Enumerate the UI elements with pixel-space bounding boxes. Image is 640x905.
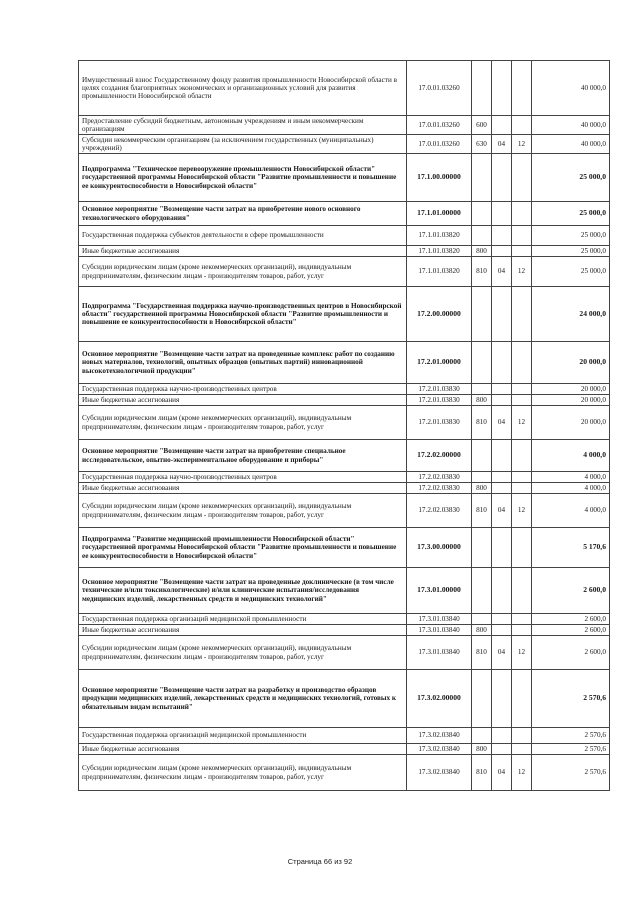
row-rz-cell: 04 <box>492 406 512 440</box>
row-code-cell: 17.2.01.03830 <box>407 406 472 440</box>
row-pr-cell <box>512 528 532 568</box>
row-name-cell: Иные бюджетные ассигнования <box>79 395 407 406</box>
table-row <box>79 342 610 384</box>
row-amount-cell: 24 000,0 <box>532 287 610 342</box>
row-amount-cell: 20 000,0 <box>532 342 610 384</box>
row-pr-cell <box>512 202 532 226</box>
row-pr-cell: 12 <box>512 755 532 791</box>
row-name-cell: Субсидии юридическим лицам (кроме некоммерческих организаций), индивидуальным предпринимателям, физическим лицам - производителям товаров, работ, услуг <box>79 406 407 440</box>
row-rz-cell <box>492 395 512 406</box>
row-name-cell: Государственная поддержка научно-производственных центров <box>79 384 407 395</box>
row-vr-cell: 800 <box>472 625 492 636</box>
row-code-cell: 17.2.02.00000 <box>407 440 472 472</box>
table-row <box>79 257 610 287</box>
table-row <box>79 483 610 494</box>
table-row <box>79 384 610 395</box>
table-row <box>79 202 610 226</box>
row-name-cell: Основное мероприятие "Возмещение части затрат на проведенные комплекс работ по созданию новых материалов, технологий, опытных образцов (опытных партий) инновационной высокотехнологичной продукции" <box>79 342 407 384</box>
row-name-cell: Иные бюджетные ассигнования <box>79 483 407 494</box>
row-name-cell: Субсидии юридическим лицам (кроме некоммерческих организаций), индивидуальным предпринимателям, физическим лицам - производителям товаров, работ, услуг <box>79 755 407 791</box>
row-vr-cell <box>472 728 492 744</box>
row-amount-cell: 2 570,6 <box>532 670 610 728</box>
row-amount-cell: 25 000,0 <box>532 202 610 226</box>
row-vr-cell: 800 <box>472 744 492 755</box>
row-amount-cell: 40 000,0 <box>532 116 610 135</box>
row-name-cell: Государственная поддержка организаций медицинской промышленности <box>79 728 407 744</box>
row-vr-cell: 810 <box>472 755 492 791</box>
row-pr-cell <box>512 440 532 472</box>
budget-table <box>78 60 610 791</box>
row-rz-cell <box>492 614 512 625</box>
row-code-cell: 17.3.02.03840 <box>407 744 472 755</box>
row-amount-cell: 2 600,0 <box>532 625 610 636</box>
row-pr-cell <box>512 614 532 625</box>
row-amount-cell: 20 000,0 <box>532 406 610 440</box>
row-code-cell: 17.2.02.03830 <box>407 494 472 528</box>
row-name-cell: Предоставление субсидий бюджетным, автономным учреждениям и иным некоммерческим организациям <box>79 116 407 135</box>
row-pr-cell <box>512 483 532 494</box>
row-vr-cell <box>472 670 492 728</box>
row-pr-cell <box>512 61 532 116</box>
row-code-cell: 17.3.02.03840 <box>407 728 472 744</box>
row-pr-cell <box>512 246 532 257</box>
row-rz-cell: 04 <box>492 135 512 154</box>
row-name-cell: Государственная поддержка организаций медицинской промышленности <box>79 614 407 625</box>
table-row <box>79 226 610 246</box>
row-code-cell: 17.3.01.03840 <box>407 625 472 636</box>
row-pr-cell: 12 <box>512 636 532 670</box>
row-vr-cell <box>472 226 492 246</box>
row-name-cell: Иные бюджетные ассигнования <box>79 246 407 257</box>
row-code-cell: 17.1.01.00000 <box>407 202 472 226</box>
row-rz-cell: 04 <box>492 494 512 528</box>
row-amount-cell: 2 600,0 <box>532 614 610 625</box>
row-vr-cell <box>472 528 492 568</box>
row-rz-cell: 04 <box>492 257 512 287</box>
row-rz-cell <box>492 528 512 568</box>
row-name-cell: Основное мероприятие "Возмещение части затрат на приобретение специальное исследовательское, опытно-экспериментальное оборудование и приборы" <box>79 440 407 472</box>
row-rz-cell <box>492 670 512 728</box>
row-code-cell: 17.2.02.03830 <box>407 483 472 494</box>
table-row <box>79 395 610 406</box>
row-code-cell: 17.1.01.03820 <box>407 246 472 257</box>
row-rz-cell <box>492 226 512 246</box>
row-name-cell: Подпрограмма "Техническое перевооружение промышленности Новосибирской области" государственной программы Новосибирской области "Развитие промышленности и повышение ее конкурентоспособности в Новосибирской области" <box>79 154 407 202</box>
row-pr-cell <box>512 472 532 483</box>
row-vr-cell <box>472 342 492 384</box>
table-row <box>79 116 610 135</box>
table-row <box>79 625 610 636</box>
row-code-cell: 17.1.01.03820 <box>407 226 472 246</box>
row-name-cell: Иные бюджетные ассигнования <box>79 625 407 636</box>
row-name-cell: Субсидии некоммерческим организациям (за исключением государственных (муниципальных) учреждений) <box>79 135 407 154</box>
table-row <box>79 494 610 528</box>
row-amount-cell: 40 000,0 <box>532 61 610 116</box>
table-row <box>79 135 610 154</box>
row-amount-cell: 2 570,6 <box>532 744 610 755</box>
row-rz-cell <box>492 384 512 395</box>
row-code-cell: 17.3.00.00000 <box>407 528 472 568</box>
row-amount-cell: 4 000,0 <box>532 483 610 494</box>
table-row <box>79 755 610 791</box>
row-name-cell: Основное мероприятие "Возмещение части затрат на разработку и производство образцов продукции медицинских изделий, лекарственных средств и медицинских технологий, готовых к обязательным видам испытаний" <box>79 670 407 728</box>
table-row <box>79 61 610 116</box>
row-amount-cell: 4 000,0 <box>532 494 610 528</box>
row-code-cell: 17.3.02.03840 <box>407 755 472 791</box>
row-rz-cell <box>492 246 512 257</box>
row-vr-cell <box>472 568 492 614</box>
table-row <box>79 670 610 728</box>
row-rz-cell <box>492 61 512 116</box>
table-row <box>79 636 610 670</box>
row-code-cell: 17.1.00.00000 <box>407 154 472 202</box>
row-rz-cell <box>492 728 512 744</box>
row-code-cell: 17.3.01.03840 <box>407 614 472 625</box>
row-amount-cell: 5 170,6 <box>532 528 610 568</box>
table-row <box>79 246 610 257</box>
row-vr-cell <box>472 440 492 472</box>
row-pr-cell <box>512 384 532 395</box>
row-amount-cell: 25 000,0 <box>532 226 610 246</box>
row-amount-cell: 40 000,0 <box>532 135 610 154</box>
row-rz-cell <box>492 154 512 202</box>
row-rz-cell <box>492 342 512 384</box>
table-row <box>79 406 610 440</box>
page-footer <box>0 857 640 866</box>
row-name-cell: Субсидии юридическим лицам (кроме некоммерческих организаций), индивидуальным предпринимателям, физическим лицам - производителям товаров, работ, услуг <box>79 494 407 528</box>
row-code-cell: 17.3.01.03840 <box>407 636 472 670</box>
row-rz-cell: 04 <box>492 755 512 791</box>
row-vr-cell <box>472 614 492 625</box>
row-code-cell: 17.2.02.03830 <box>407 472 472 483</box>
row-pr-cell <box>512 568 532 614</box>
row-name-cell: Иные бюджетные ассигнования <box>79 744 407 755</box>
table-row <box>79 528 610 568</box>
table-row <box>79 287 610 342</box>
table-row <box>79 614 610 625</box>
row-name-cell: Подпрограмма "Развитие медицинской промышленности Новосибирской области" государственной программы Новосибирской области "Развитие промышленности и повышение ее конкурентоспособности в Новосибирской области" <box>79 528 407 568</box>
row-amount-cell: 20 000,0 <box>532 384 610 395</box>
row-amount-cell: 2 570,6 <box>532 755 610 791</box>
row-rz-cell <box>492 625 512 636</box>
row-amount-cell: 4 000,0 <box>532 472 610 483</box>
row-pr-cell: 12 <box>512 135 532 154</box>
row-rz-cell <box>492 568 512 614</box>
row-amount-cell: 25 000,0 <box>532 257 610 287</box>
row-name-cell: Субсидии юридическим лицам (кроме некоммерческих организаций), индивидуальным предпринимателям, физическим лицам - производителям товаров, работ, услуг <box>79 257 407 287</box>
table-row <box>79 728 610 744</box>
row-name-cell: Подпрограмма "Государственная поддержка научно-производственных центров в Новосибирской области" государственной программы Новосибирской области "Развитие промышленности и повышение ее конкурентоспособности в Новосибирской области" <box>79 287 407 342</box>
row-vr-cell: 600 <box>472 116 492 135</box>
table-row <box>79 744 610 755</box>
row-rz-cell: 04 <box>492 636 512 670</box>
row-pr-cell <box>512 395 532 406</box>
row-amount-cell: 25 000,0 <box>532 246 610 257</box>
table-row <box>79 568 610 614</box>
row-name-cell: Субсидии юридическим лицам (кроме некоммерческих организаций), индивидуальным предпринимателям, физическим лицам - производителям товаров, работ, услуг <box>79 636 407 670</box>
row-amount-cell: 2 600,0 <box>532 568 610 614</box>
row-pr-cell <box>512 728 532 744</box>
row-rz-cell <box>492 483 512 494</box>
row-pr-cell <box>512 670 532 728</box>
row-name-cell: Имущественный взнос Государственному фонду развития промышленности Новосибирской области в целях создания благоприятных экономических и организационных условий для развития промышленности Новосибирской области <box>79 61 407 116</box>
row-code-cell: 17.0.01.03260 <box>407 116 472 135</box>
row-vr-cell: 810 <box>472 257 492 287</box>
row-pr-cell <box>512 287 532 342</box>
table-row <box>79 440 610 472</box>
row-name-cell: Основное мероприятие "Возмещение части затрат на приобретение нового основного технологического оборудования" <box>79 202 407 226</box>
row-amount-cell: 25 000,0 <box>532 154 610 202</box>
row-pr-cell <box>512 226 532 246</box>
budget-table-body <box>79 61 610 791</box>
row-amount-cell: 4 000,0 <box>532 440 610 472</box>
row-pr-cell <box>512 116 532 135</box>
row-code-cell: 17.2.01.03830 <box>407 395 472 406</box>
row-amount-cell: 2 600,0 <box>532 636 610 670</box>
row-vr-cell: 800 <box>472 483 492 494</box>
row-vr-cell: 800 <box>472 246 492 257</box>
row-code-cell: 17.2.01.03830 <box>407 384 472 395</box>
row-code-cell: 17.0.01.03260 <box>407 135 472 154</box>
row-pr-cell <box>512 154 532 202</box>
row-vr-cell <box>472 287 492 342</box>
row-pr-cell <box>512 342 532 384</box>
row-code-cell: 17.0.01.03260 <box>407 61 472 116</box>
row-rz-cell <box>492 202 512 226</box>
row-code-cell: 17.2.00.00000 <box>407 287 472 342</box>
table-row <box>79 154 610 202</box>
row-vr-cell: 810 <box>472 406 492 440</box>
row-rz-cell <box>492 287 512 342</box>
row-vr-cell: 630 <box>472 135 492 154</box>
row-pr-cell <box>512 625 532 636</box>
row-vr-cell <box>472 154 492 202</box>
row-vr-cell <box>472 384 492 395</box>
row-name-cell: Основное мероприятие "Возмещение части затрат на проведенные доклинические (в том числе технические и/или токсикологические) и/или клинические испытания/исследования медицинских изделий, лекарственных средств и медицинских технологий" <box>79 568 407 614</box>
row-code-cell: 17.3.01.00000 <box>407 568 472 614</box>
row-vr-cell: 810 <box>472 636 492 670</box>
row-amount-cell: 2 570,6 <box>532 728 610 744</box>
row-amount-cell: 20 000,0 <box>532 395 610 406</box>
row-vr-cell <box>472 202 492 226</box>
row-rz-cell <box>492 472 512 483</box>
row-name-cell: Государственная поддержка субъектов деятельности в сфере промышленности <box>79 226 407 246</box>
table-row <box>79 472 610 483</box>
row-code-cell: 17.2.01.00000 <box>407 342 472 384</box>
row-vr-cell: 810 <box>472 494 492 528</box>
row-rz-cell <box>492 744 512 755</box>
row-pr-cell: 12 <box>512 257 532 287</box>
row-rz-cell <box>492 440 512 472</box>
row-code-cell: 17.3.02.00000 <box>407 670 472 728</box>
row-code-cell: 17.1.01.03820 <box>407 257 472 287</box>
row-name-cell: Государственная поддержка научно-производственных центров <box>79 472 407 483</box>
row-vr-cell <box>472 61 492 116</box>
row-vr-cell <box>472 472 492 483</box>
row-pr-cell: 12 <box>512 494 532 528</box>
row-pr-cell: 12 <box>512 406 532 440</box>
row-rz-cell <box>492 116 512 135</box>
page-number-label: Страница 66 из 92 <box>287 857 353 866</box>
row-vr-cell: 800 <box>472 395 492 406</box>
row-pr-cell <box>512 744 532 755</box>
